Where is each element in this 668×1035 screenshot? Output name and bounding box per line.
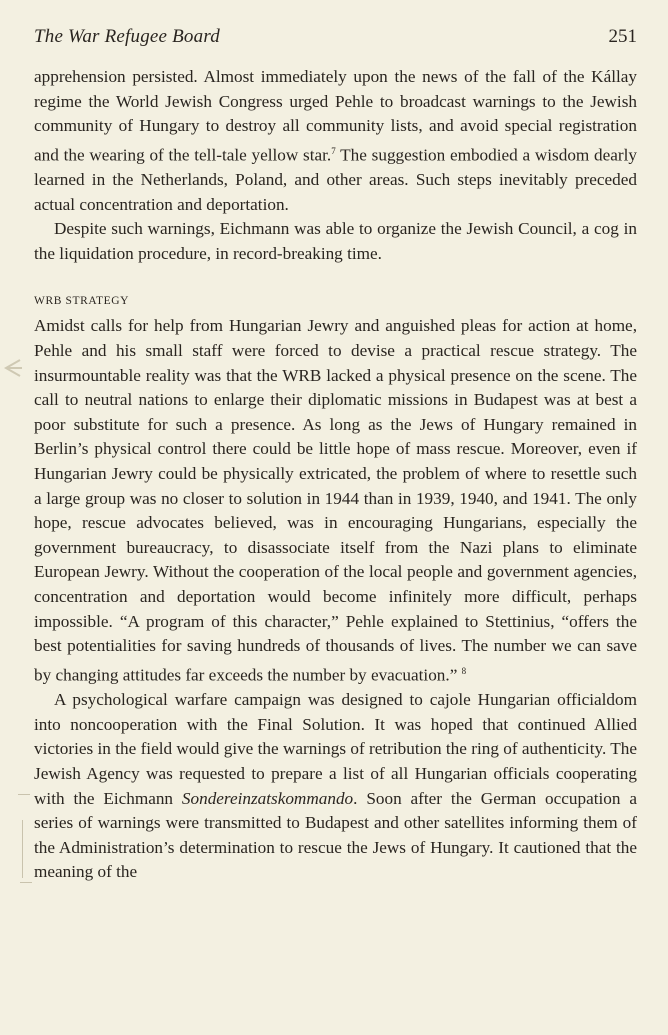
margin-mark-top [18,794,30,795]
paragraph-4 [34,688,637,885]
margin-arrow-mark [0,356,22,380]
section-heading: WRB STRATEGY [34,295,130,308]
body-text [34,65,637,885]
paragraph-4-text-a: A psychological warfare campaign was designed to cajole Hungarian officialdom into noncooperation with the Final Solution. It was hoped that continued Allied victories in the field would give the warnings of retribution the ring of authenticity. The Jewish Agency was requested to prepare a list of all Hungarian officials cooperating with the Eichmann [34,690,637,808]
running-header [34,26,637,56]
book-page [34,26,637,885]
paragraph-3-text: Amidst calls for help from Hungarian Jewry and anguished pleas for action at home, Pehle and his small staff were forced to devise a practical rescue strategy. The insurmountable reality was that the WRB lacked a physical presence on the scene. The call to neutral nations to enlarge their diplomatic missions in Budapest was at best a poor substitute for such a presence. As long as the Jews of Hungary remained in Berlin’s physical control there could be little hope of mass rescue. Moreover, even if Hungarian Jewry could be physically extricated, the problem of where to resettle such a large group was no closer to solution in 1944 than in 1939, 1940, and 1941. The only hope, rescue advocates believed, was in encouraging Hungarians, especially the government bureaucracy, to disassociate itself from the Nazi plans to eliminate European Jewry. Without the cooperation of the local people and government agencies, concentration and deportation would become infinitely more difficult, perhaps impossible. “A program of this character,” Pehle explained to Stettinius, “offers the best potentialities for saving hundreds of thousands of lives. The number we can save by changing attitudes far exceeds the number by evacuation.” [34,316,637,685]
paragraph-1 [34,65,637,217]
footnote-ref-7: 7 [331,145,336,156]
paragraph-1-text: apprehension persisted. Almost immediately upon the news of the fall of the Kállay regime the World Jewish Congress urged Pehle to broadcast warnings to the Jewish community of Hungary to destroy all community lists, and avoid special registration and the wearing of the tell-tale yellow star. [34,67,637,165]
footnote-ref-8: 8 [461,665,467,676]
running-title: The War Refugee Board [34,26,220,47]
paragraph-1-tail: The suggestion embodied a wisdom dearly learned in the Netherlands, Poland, and other areas. Such steps inevitably preceded actual concentration and deportation. [34,145,638,214]
margin-mark-bottom [20,882,32,883]
paragraph-4-text-b: . Soon after the German occupation a series of warnings were transmitted to Budapest and other satellites informing them of the Administration’s determination to rescue the Jews of Hungary. It cautioned that the meaning of the [34,788,637,882]
page-number: 251 [608,26,637,47]
margin-mark-side [22,820,23,878]
paragraph-4-emphasis: Sondereinzatskommando [181,788,354,808]
paragraph-3 [34,314,637,688]
paragraph-2: Despite such warnings, Eichmann was able to organize the Jewish Council, a cog in the liquidation procedure, in record-breaking time. [34,219,637,263]
